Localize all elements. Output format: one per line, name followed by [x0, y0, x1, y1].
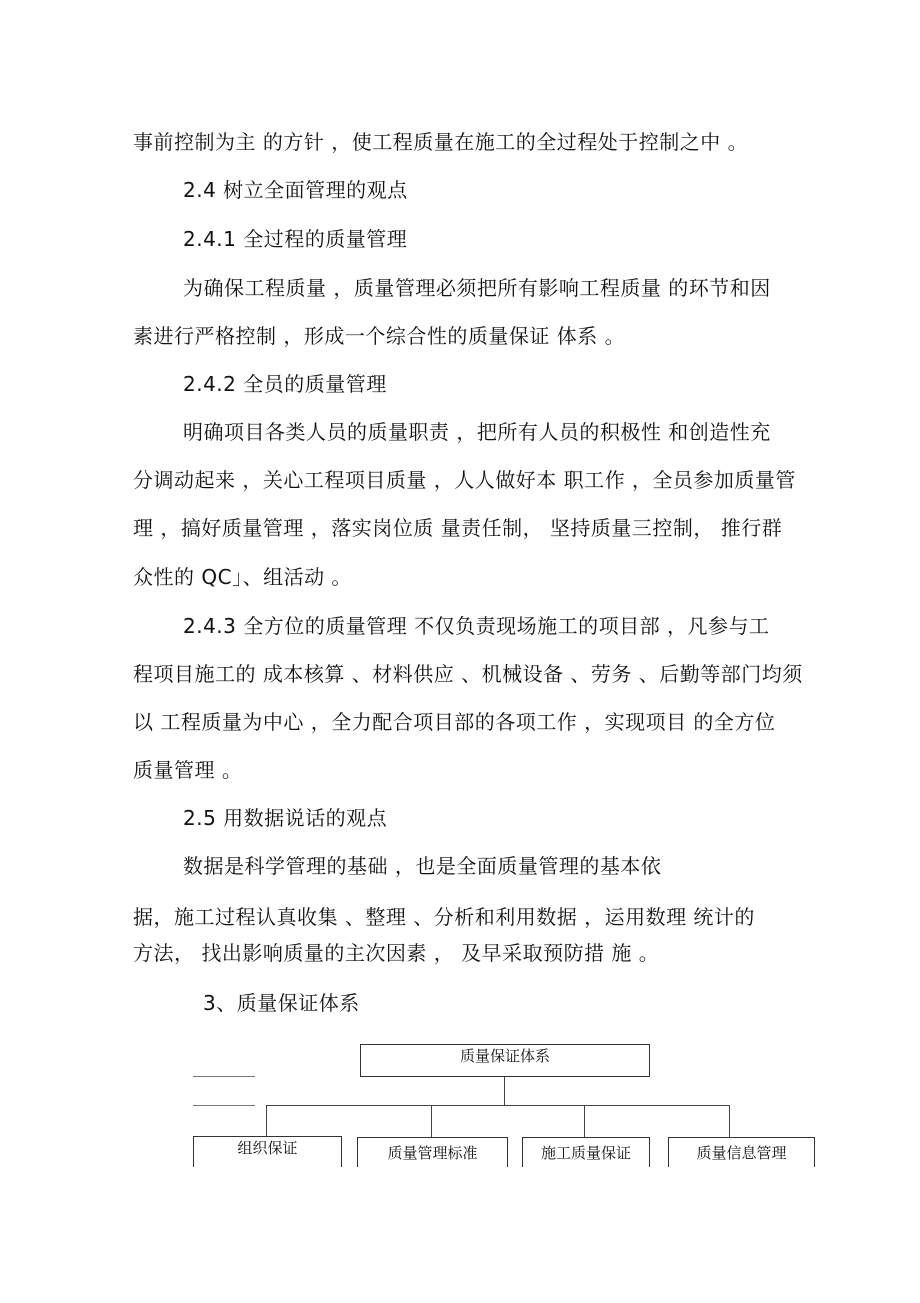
diagram-root-box: 质量保证体系	[360, 1044, 650, 1077]
child-connector-1	[266, 1105, 267, 1137]
root-connector	[504, 1077, 505, 1105]
diagram-child-standards: 质量管理标准	[357, 1137, 508, 1167]
text-line-17: 据，施工过程认真收集 、整理 、分析和利用数据 ，运用数理 统计的	[133, 905, 755, 929]
text-line-18: 方法， 找出影响质量的主次因素 ， 及早采取预防措 施 。	[133, 941, 660, 965]
text-line-9: 理 ，搞好质量管理 ，落实岗位质 量责任制， 坚持质量三控制， 推行群	[133, 516, 783, 540]
child-connector-3	[584, 1105, 585, 1137]
text-line-1: 事前控制为主 的方针 ，使工程质量在施工的全过程处于控制之中 。	[133, 130, 749, 154]
text-line-8: 分调动起来 ，关心工程项目质量 ，人人做好本 职工作 ，全员参加质量管	[133, 468, 796, 492]
diagram-child-construction: 施工质量保证	[522, 1137, 650, 1167]
text-line-10: 众性的 QC」、组活动 。	[133, 565, 352, 589]
child-connector-4	[729, 1105, 730, 1137]
text-line-13: 以 工程质量为中心 ，全力配合项目部的各项工作 ，实现项目 的全方位	[133, 710, 776, 734]
diagram-child-organization: 组织保证	[193, 1136, 342, 1167]
text-line-16: 数据是科学管理的基础 ，也是全面质量管理的基本依	[183, 854, 662, 878]
stray-line-bottom	[193, 1105, 255, 1106]
section-heading-3: 3、质量保证体系	[203, 991, 360, 1015]
text-line-12: 程项目施工的 成本核算 、材料供应 、机械设备 、劳务 、后勤等部门均须	[133, 662, 803, 686]
diagram-child-information: 质量信息管理	[668, 1137, 815, 1167]
text-line-4: 为确保工程质量 ，质量管理必须把所有影响工程质量 的环节和因	[183, 276, 771, 300]
text-line-7: 明确项目各类人员的质量职责 ，把所有人员的积极性 和创造性充	[183, 420, 771, 444]
section-heading-2-4: 2.4 树立全面管理的观点	[183, 178, 408, 202]
section-heading-2-4-3: 2.4.3 全方位的质量管理 不仅负责现场施工的项目部 ，凡参与工	[183, 614, 770, 638]
stray-line-top	[193, 1076, 255, 1077]
child-connector-2	[431, 1105, 432, 1137]
section-heading-2-4-1: 2.4.1 全过程的质量管理	[183, 227, 408, 251]
text-line-5: 素进行严格控制 ，形成一个综合性的质量保证 体系 。	[133, 324, 626, 348]
section-heading-2-5: 2.5 用数据说话的观点	[183, 806, 388, 830]
horizontal-connector	[266, 1105, 730, 1106]
text-line-14: 质量管理 。	[133, 758, 243, 782]
section-heading-2-4-2: 2.4.2 全员的质量管理	[183, 372, 387, 396]
